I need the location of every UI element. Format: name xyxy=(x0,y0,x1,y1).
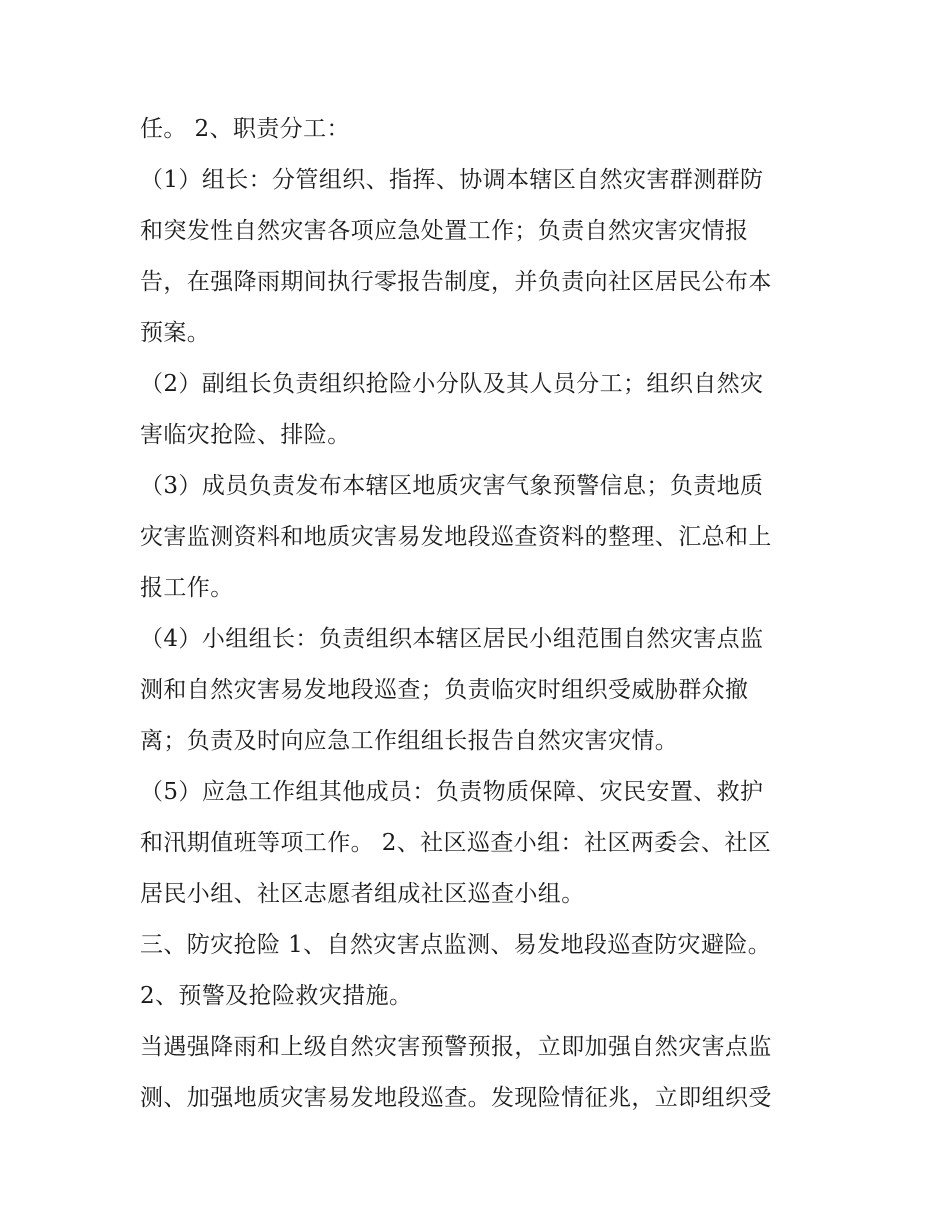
text-line: 灾害监测资料和地质灾害易发地段巡查资料的整理、汇总和上 xyxy=(140,524,772,550)
document-body xyxy=(140,104,820,1124)
text-line: 害临灾抢险、排险。 xyxy=(140,422,351,448)
text-line: 任。 2、职责分工： xyxy=(140,116,350,142)
text-line: 当遇强降雨和上级自然灾害预警预报，立即加强自然灾害点监 xyxy=(140,1034,772,1060)
text-line: 测和自然灾害易发地段巡查；负责临灾时组织受威胁群众撤 xyxy=(140,677,749,703)
text-line: （2）副组长负责组织抢险小分队及其人员分工；组织自然灾 xyxy=(140,371,764,397)
text-line: 测、加强地质灾害易发地段巡查。发现险情征兆，立即组织受 xyxy=(140,1085,772,1111)
text-line: （4）小组组长：负责组织本辖区居民小组范围自然灾害点监 xyxy=(140,626,764,652)
text-line: （3）成员负责发布本辖区地质灾害气象预警信息；负责地质 xyxy=(140,473,764,499)
text-line: 三、防灾抢险 1、自然灾害点监测、易发地段巡查防灾避险。 xyxy=(140,932,772,958)
text-line: 和汛期值班等项工作。 2、社区巡查小组：社区两委会、社区 xyxy=(140,830,772,856)
text-line: 和突发性自然灾害各项应急处置工作；负责自然灾害灾情报 xyxy=(140,218,749,244)
text-line: 居民小组、社区志愿者组成社区巡查小组。 xyxy=(140,881,585,907)
text-line: 告，在强降雨期间执行零报告制度，并负责向社区居民公布本 xyxy=(140,269,772,295)
text-line: 报工作。 xyxy=(140,575,234,601)
text-line: 离；负责及时向应急工作组组长报告自然灾害灾情。 xyxy=(140,728,679,754)
text-line: 2、预警及抢险救灾措施。 xyxy=(140,983,413,1009)
text-line: 预案。 xyxy=(140,320,211,346)
text-line: （5）应急工作组其他成员：负责物质保障、灾民安置、救护 xyxy=(140,779,764,805)
text-line: （1）组长：分管组织、指挥、协调本辖区自然灾害群测群防 xyxy=(140,167,764,193)
